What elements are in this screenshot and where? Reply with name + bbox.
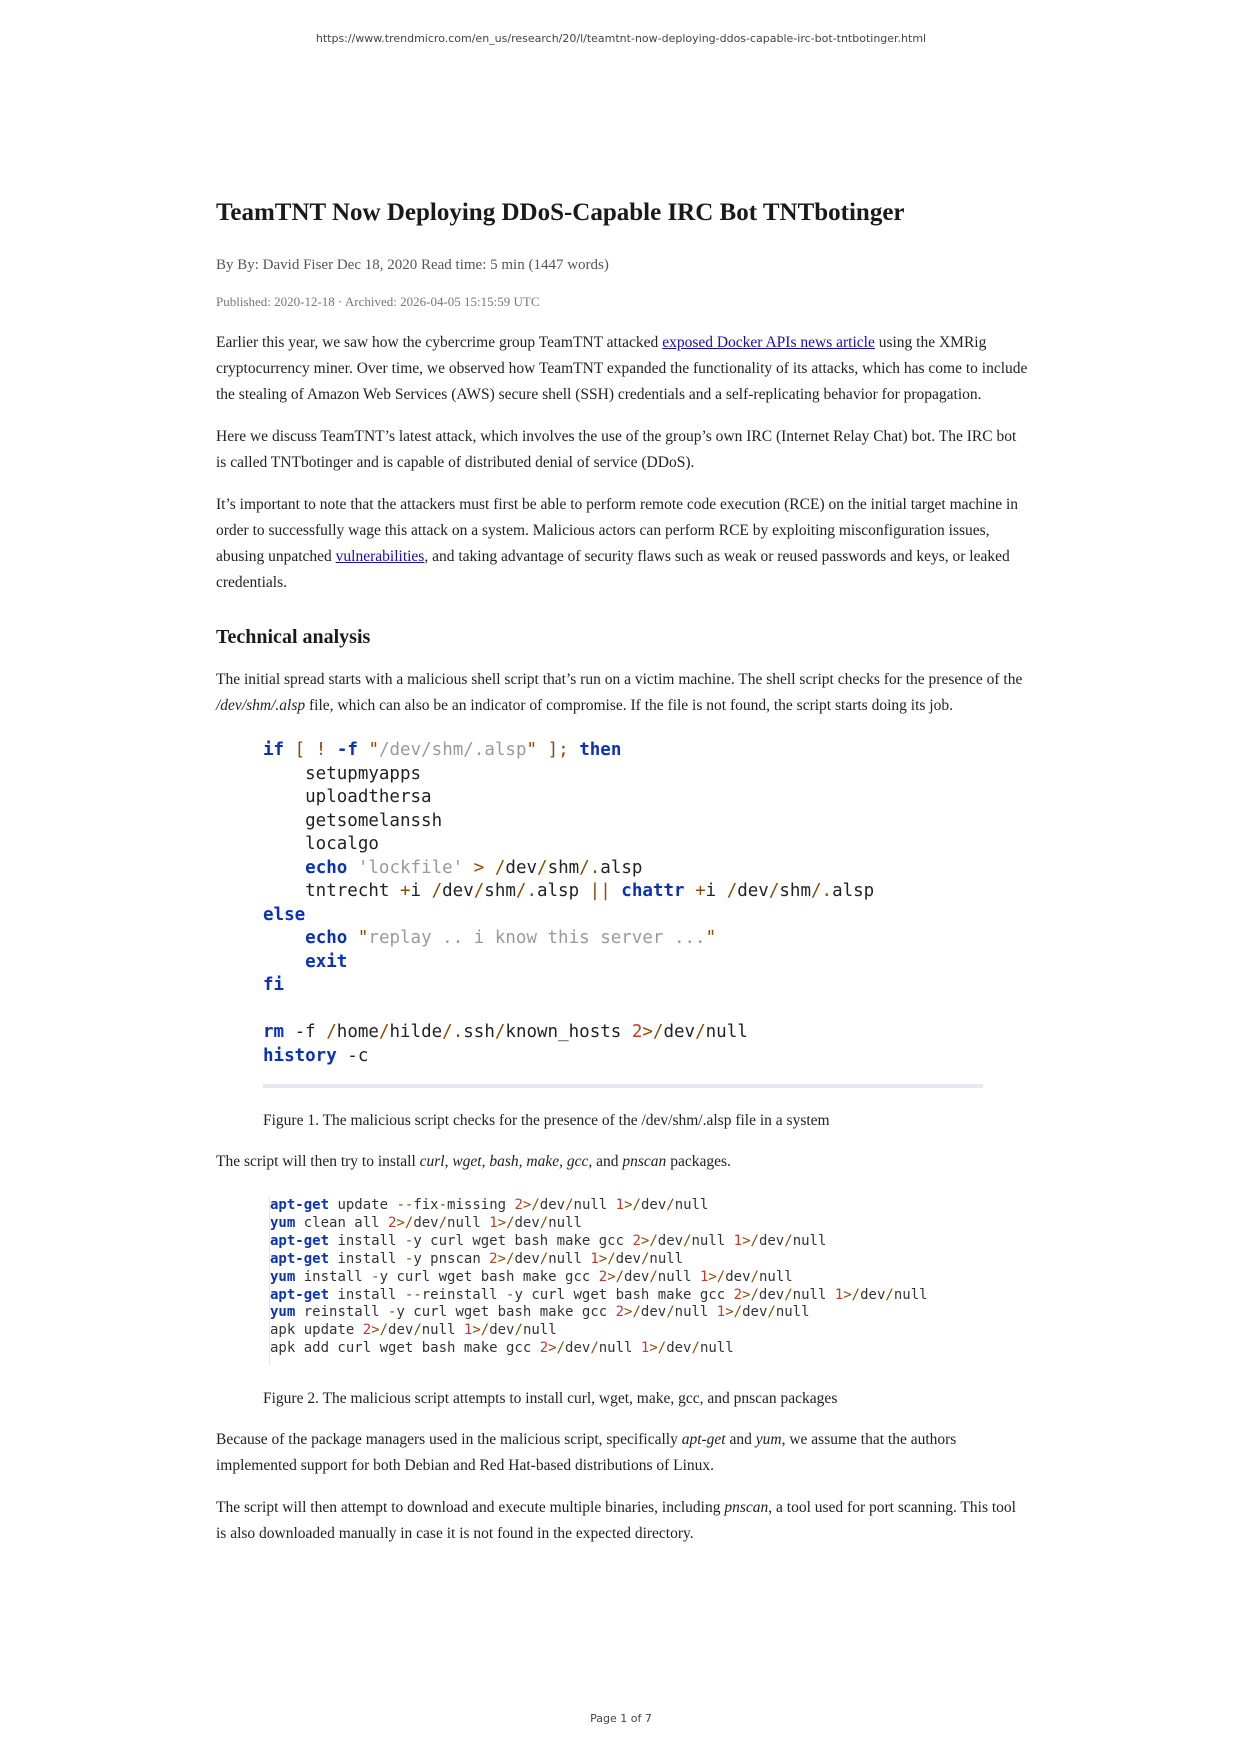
code-line: echo 'lockfile' > /dev/shm/.alsp — [305, 857, 643, 878]
shell-script-code — [263, 739, 983, 1068]
paragraph-initial-spread: The initial spread starts with a malicious shell script that’s run on a victim machine. The shell script checks for the presence of the /dev/shm/.alsp file, which can also be an indicator of compromise. If the file is not found, the script starts doing its job. — [216, 671, 1023, 714]
code-line: getsomelanssh — [263, 810, 443, 831]
paragraph-intro: Earlier this year, we saw how the cybercrime group TeamTNT attacked exposed Docker APIs news article using the XMRig cryptocurrency miner. Over time, we observed how TeamTNT expanded the functionality of its attacks, which has come to include the stealing of Amazon Web Services (AWS) secure shell (SSH) credentials and a self-replicating behavior for propagation. — [216, 334, 1028, 403]
code-line: history -c — [263, 1045, 369, 1066]
code-line: rm -f /home/hilde/.ssh/known_hosts 2>/dev/null — [263, 1022, 748, 1042]
paragraph-install-packages: The script will then try to install curl, wget, bash, make, gcc, and pnscan packages. — [216, 1153, 731, 1170]
code-line: apt-get install -y curl wget bash make gcc 2>/dev/null 1>/dev/null — [270, 1232, 827, 1249]
page-number: Page 1 of 7 — [590, 1712, 652, 1725]
code-line: fi — [263, 975, 285, 995]
code-line: localgo — [263, 834, 379, 854]
code-line: yum install -y curl wget bash make gcc 2>/dev/null 1>/dev/null — [270, 1268, 793, 1285]
code-line: exit — [305, 951, 348, 972]
code-line: apt-get update --fix-missing 2>/dev/null 1>/dev/null — [270, 1197, 709, 1213]
figure-1-code — [263, 739, 983, 1088]
published-line: Published: 2020-12-18 · Archived: 2026-04-05 15:15:59 UTC — [216, 294, 540, 309]
docker-apis-link[interactable]: exposed Docker APIs news article — [662, 334, 875, 351]
package-install-code — [270, 1197, 970, 1358]
code-line: tntrecht +i /dev/shm/.alsp || chattr +i /dev/shm/.alsp — [263, 881, 875, 901]
paragraph-package-managers: Because of the package managers used in the malicious script, specifically apt-get and yum, we assume that the authors implemented support for both Debian and Red Hat-based distributions of Linux. — [216, 1431, 957, 1475]
code-line: apk add curl wget bash make gcc 2>/dev/null 1>/dev/null — [270, 1340, 734, 1357]
code-line: apt-get install -y pnscan 2>/dev/null 1>/dev/null — [270, 1250, 684, 1267]
article — [216, 196, 1028, 1563]
code-line — [263, 998, 983, 1022]
article-title: TeamTNT Now Deploying DDoS-Capable IRC Bot TNTbotinger — [216, 199, 905, 226]
code-line: echo "replay .. i know this server ..." — [305, 928, 717, 948]
figure-2-caption: Figure 2. The malicious script attempts to install curl, wget, make, gcc, and pnscan packages — [263, 1390, 838, 1408]
paragraph-rce: It’s important to note that the attackers must first be able to perform remote code execution (RCE) on the initial target machine in order to successfully wage this attack on a system. Malicious actors can perform RCE by exploiting misconfiguration issues, abusing unpatched vulnerabilities, and taking advantage of security flaws such as weak or reused passwords and keys, or leaked credentials. — [216, 496, 1019, 591]
code-line: else — [263, 904, 306, 925]
paragraph-irc-bot: Here we discuss TeamTNT’s latest attack, which involves the use of the group’s own IRC (Internet Relay Chat) bot. The IRC bot is called TNTbotinger and is capable of distributed denial of service (DDoS). — [216, 428, 1017, 471]
figure-2-code — [269, 1197, 970, 1366]
code-line: apk update 2>/dev/null 1>/dev/null — [270, 1322, 557, 1339]
source-url: https://www.trendmicro.com/en_us/research/20/l/teamtnt-now-deploying-ddos-capable-irc-bot-tntbotinger.html — [315, 32, 927, 45]
paragraph-binaries: The script will then attempt to download and execute multiple binaries, including pnscan, a tool used for port scanning. This tool is also downloaded manually in case it is not found in the expected directory. — [216, 1499, 1016, 1543]
code-line: yum reinstall -y curl wget bash make gcc 2>/dev/null 1>/dev/null — [270, 1304, 810, 1321]
code-line: if [ ! -f "/dev/shm/.alsp" ]; then — [263, 740, 622, 760]
vulnerabilities-link[interactable]: vulnerabilities — [335, 548, 425, 565]
section-heading: Technical analysis — [216, 626, 371, 648]
figure-1-caption: Figure 1. The malicious script checks for the presence of the /dev/shm/.alsp file in a system — [263, 1112, 830, 1129]
byline: By By: David Fiser Dec 18, 2020 Read time: 5 min (1447 words) — [216, 257, 609, 273]
code-line: uploadthersa — [263, 787, 432, 807]
code-line: apt-get install --reinstall -y curl wget bash make gcc 2>/dev/null 1>/dev/null — [270, 1286, 928, 1303]
code-line: yum clean all 2>/dev/null 1>/dev/null — [270, 1214, 582, 1231]
code-line: setupmyapps — [263, 763, 422, 784]
